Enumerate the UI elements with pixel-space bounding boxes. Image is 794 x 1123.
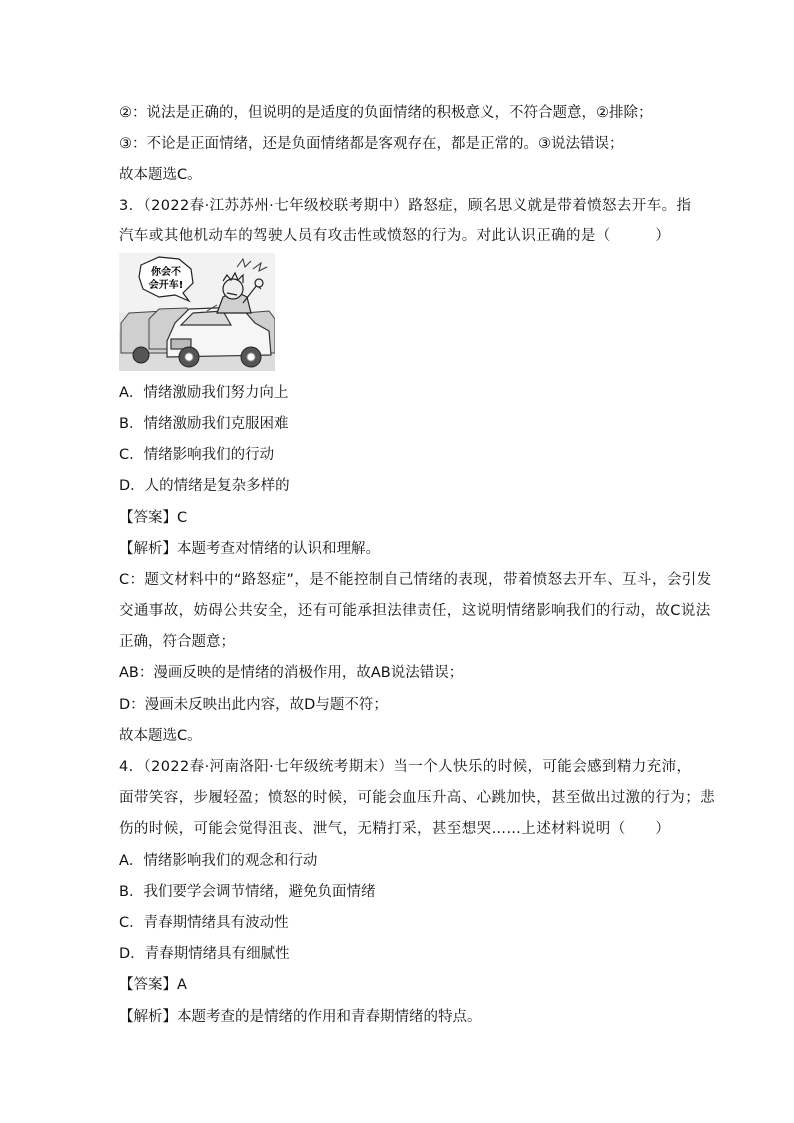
prev-analysis-line-2: ②：说法是正确的，但说明的是适度的负面情绪的积极意义，不符合题意，②排除；: [119, 105, 653, 121]
q4-stem-line-1: 4．（2022春·河南洛阳·七年级统考期末）当一个人快乐的时候，可能会感到精力充沛，: [119, 759, 692, 775]
q3-analysis-line-3: 正确，符合题意；: [119, 634, 235, 650]
q3-stem-line-1: 3．（2022春·江苏苏州·七年级校联考期中）路怒症，顾名思义就是带着愤怒去开车。指: [119, 198, 692, 214]
q4-answer: 【答案】A: [119, 977, 187, 993]
q3-analysis-line-5: D：漫画未反映出此内容，故D与题不符；: [119, 697, 388, 713]
q3-analysis-line-1: C：题文材料中的“路怒症”，是不能控制自己情绪的表现，带着愤怒去开车、互斗，会引发: [119, 572, 712, 588]
q3-analysis-line-2: 交通事故，妨碍公共安全，还有可能承担法律责任，这说明情绪影响我们的行动，故C说法: [119, 603, 711, 619]
cartoon-bubble-line-1: 你会不: [151, 267, 181, 278]
q3-analysis-line-4: AB：漫画反映的是情绪的消极作用，故AB说法错误；: [119, 665, 464, 681]
q3-stem-line-2: 汽车或其他机动车的驾驶人员有攻击性或愤怒的行为。对此认识正确的是（ ）: [119, 228, 671, 244]
q3-answer: 【答案】C: [119, 510, 188, 526]
q4-stem-line-2: 面带笑容，步履轻盈；愤怒的时候，可能会血压升高、心跳加快，甚至做出过激的行为；悲: [119, 790, 715, 806]
q4-option-a: A．情绪影响我们的观念和行动: [119, 853, 318, 869]
q4-analysis-intro: 【解析】本题考查的是情绪的作用和青春期情绪的特点。: [119, 1009, 482, 1025]
q3-option-a: A．情绪激励我们努力向上: [119, 385, 289, 401]
cartoon-bubble-line-2: 会开车!: [148, 280, 184, 291]
prev-analysis-line-3: ③：不论是正面情绪，还是负面情绪都是客观存在，都是正常的。③说法错误；: [119, 136, 624, 152]
q4-option-d: D．青春期情绪具有细腻性: [119, 946, 290, 962]
q4-stem-line-3: 伤的时候，可能会觉得沮丧、泄气，无精打采，甚至想哭……上述材料说明（ ）: [119, 821, 671, 837]
prev-conclusion: 故本题选C。: [119, 167, 202, 183]
q3-option-c: C．情绪影响我们的行动: [119, 447, 275, 463]
q4-option-b: B．我们要学会调节情绪，避免负面情绪: [119, 884, 376, 900]
q3-option-d: D．人的情绪是复杂多样的: [119, 478, 290, 494]
q3-conclusion: 故本题选C。: [119, 728, 202, 744]
q4-option-c: C．青春期情绪具有波动性: [119, 915, 289, 931]
q3-analysis-intro: 【解析】本题考查对情绪的认识和理解。: [119, 541, 380, 557]
road-rage-cartoon: [119, 253, 275, 371]
q3-option-b: B．情绪激励我们克服困难: [119, 416, 289, 432]
